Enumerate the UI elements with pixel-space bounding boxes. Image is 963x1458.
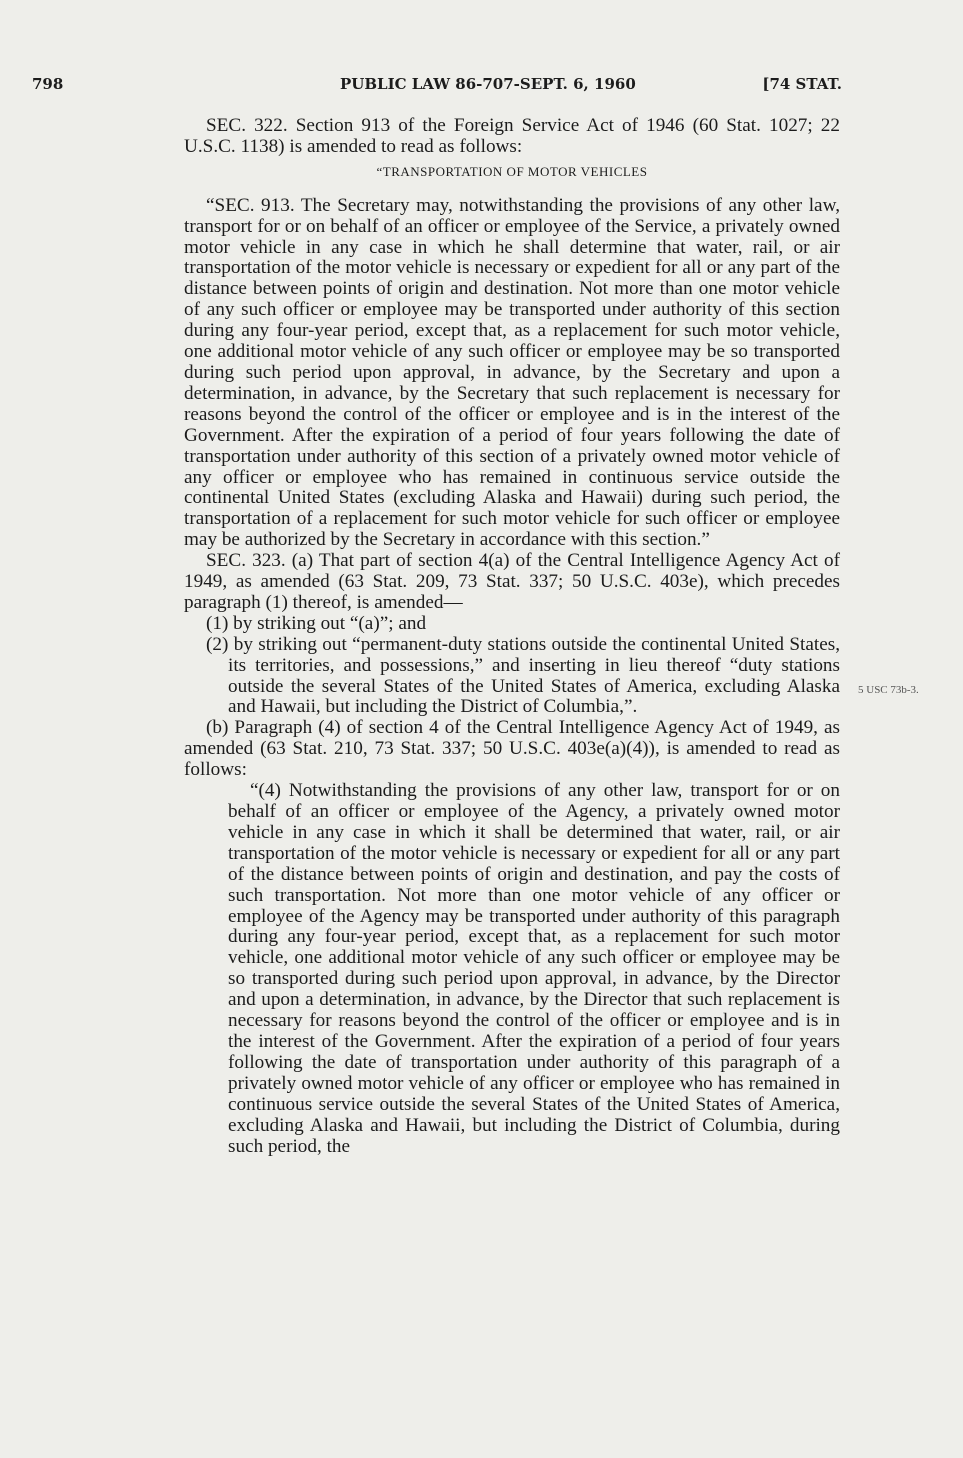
page-header [32,75,842,101]
section-323a: SEC. 323. (a) That part of section 4(a) of the Central Intelligence Agency Act of 1949, as amended (63 Stat. 209, 73 Stat. 337; 50 U.S.C. 403e), which precedes paragraph (1) thereof, is amended— [184,550,840,613]
body-text [184,116,840,1157]
section-323b: (b) Paragraph (4) of section 4 of the Central Intelligence Agency Act of 1949, as amended (63 Stat. 210, 73 Stat. 337; 50 U.S.C. 403e(a)(4)), is amended to read as follows: [184,717,840,781]
paragraph-4-text: “(4) Notwithstanding the provisions of any other law, transport for or on behalf of an officer or employee of the Agency, a privately owned motor vehicle in any case in which it shall be determined that water, rail, or air transportation of the motor vehicle is necessary or expedient for all or any part of the distance between points of origin and destination, and pay the costs of such transportation. Not more than one motor vehicle of any officer or employee of the Agency may be transported under authority of this paragraph during any four-year period, except that, as a replacement for such motor vehicle, one additional motor vehicle of any such officer or employee may be so transported during such period upon approval, in advance, by the Director and upon a determination, in advance, by the Director that such replacement is necessary for reasons beyond the control of the officer or employee and is in the interest of the Government. After the expiration of a period of four years following the date of transportation under authority of this paragraph of a privately owned motor vehicle of any officer or employee who has remained in continuous service outside the several States of the United States of America, excluding Alaska and Hawaii, but including the District of Columbia, during such period, the [228,780,840,1157]
margin-note: 5 USC 73b-3. [858,684,919,696]
amendment-item-2: (2) by striking out “permanent-duty stations outside the continental United States, its territories, and possessions,” and inserting in lieu thereof “duty stations outside the several States of the United States of America, excluding Alaska and Hawaii, but including the District of Columbia,”. [206,633,840,718]
statute-reference: [74 STAT. [762,75,842,93]
section-913-text: “SEC. 913. The Secretary may, notwithstanding the provisions of any other law, transport for or on behalf of an officer or employee of the Service, a privately owned motor vehicle in any case in which he shall determine that water, rail, or air transportation of the motor vehicle is necessary or expedient for all or any part of the distance between points of origin and destination. Not more than one motor vehicle of any such officer or employee may be transported under authority of this section during any four-year period, except that, as a replacement for such motor vehicle, one additional motor vehicle of any such officer or employee may be so transported during such period upon approval, in advance, by the Secretary and upon a determination, in advance, by the Secretary that such replacement is necessary for reasons beyond the control of the officer or employee and is in the interest of the Government. After the expiration of a period of four years following the date of transportation under authority of this section of a privately owned motor vehicle of any officer or employee who has remained in continuous service outside the continental United States (excluding Alaska and Hawaii) during such period, the transportation of a replacement for such motor vehicle for such officer or employee may be authorized by the Secretary in accordance with this section.” [184,194,840,551]
running-title: PUBLIC LAW 86-707-SEPT. 6, 1960 [340,75,636,93]
amendment-item-1: (1) by striking out “(a)”; and [206,612,427,634]
page-number: 798 [32,75,64,93]
section-heading: “TRANSPORTATION OF MOTOR VEHICLES [376,163,648,179]
section-322: SEC. 322. Section 913 of the Foreign Service Act of 1946 (60 Stat. 1027; 22 U.S.C. 1138) is amended to read as follows: [184,115,840,157]
